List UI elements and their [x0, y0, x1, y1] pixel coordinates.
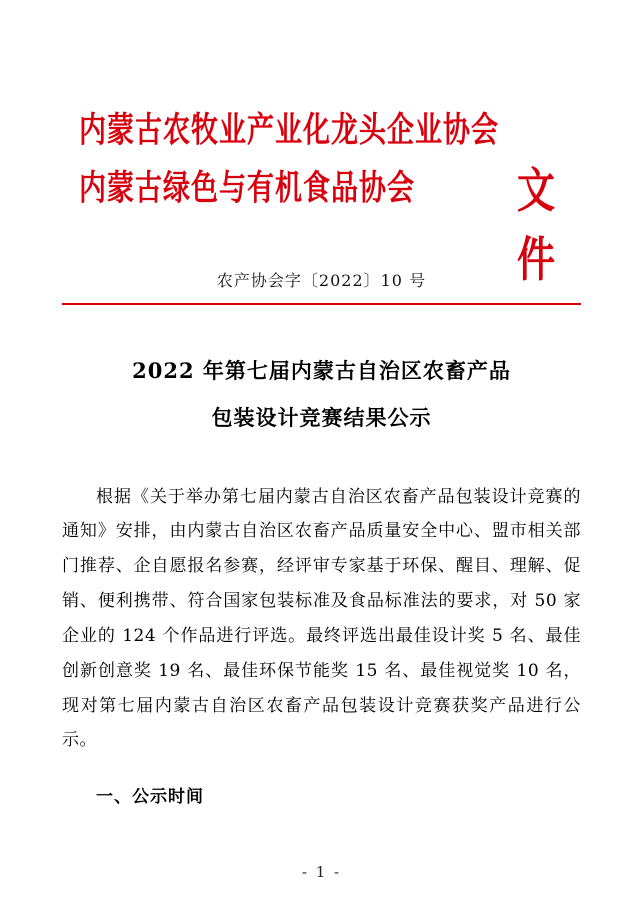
title-line-1: 2022 年第七届内蒙古自治区农畜产品: [132, 358, 511, 383]
document-body: [62, 480, 581, 808]
document-number: 农产协会字〔2022〕10 号: [216, 271, 427, 290]
red-divider-rule: [62, 303, 581, 305]
section-heading-public-notice-period: 一、公示时间: [96, 787, 204, 808]
issuing-organization-line-1: 内蒙古农牧业产业化龙头企业协会: [79, 110, 499, 151]
body-paragraph-1: 根据《关于举办第七届内蒙古自治区农畜产品包装设计竞赛的通知》安排，由内蒙古自治区农畜产品质量安全中心、盟市相关部门推荐、企自愿报名参赛，经评审专家基于环保、醒目、理解、促销、便利携带、符合国家包装标准及食品标准法的要求，对 50 家企业的 124 个作品进行评选。最终评选出最佳设计奖 5 名、最佳创新创意奖 19 名、最佳环保节能奖 15 名、最佳视觉奖 10 名，现对第七届内蒙古自治区农畜产品包装设计竞赛获奖产品进行公示。: [62, 486, 581, 751]
page-number-footer: - 1 -: [301, 863, 342, 881]
issuing-organization-line-2: 内蒙古绿色与有机食品协会: [79, 168, 415, 209]
title-line-2: 包装设计竞赛结果公示: [211, 405, 432, 431]
document-title: [62, 347, 581, 442]
document-word-label: 文件: [517, 162, 557, 287]
